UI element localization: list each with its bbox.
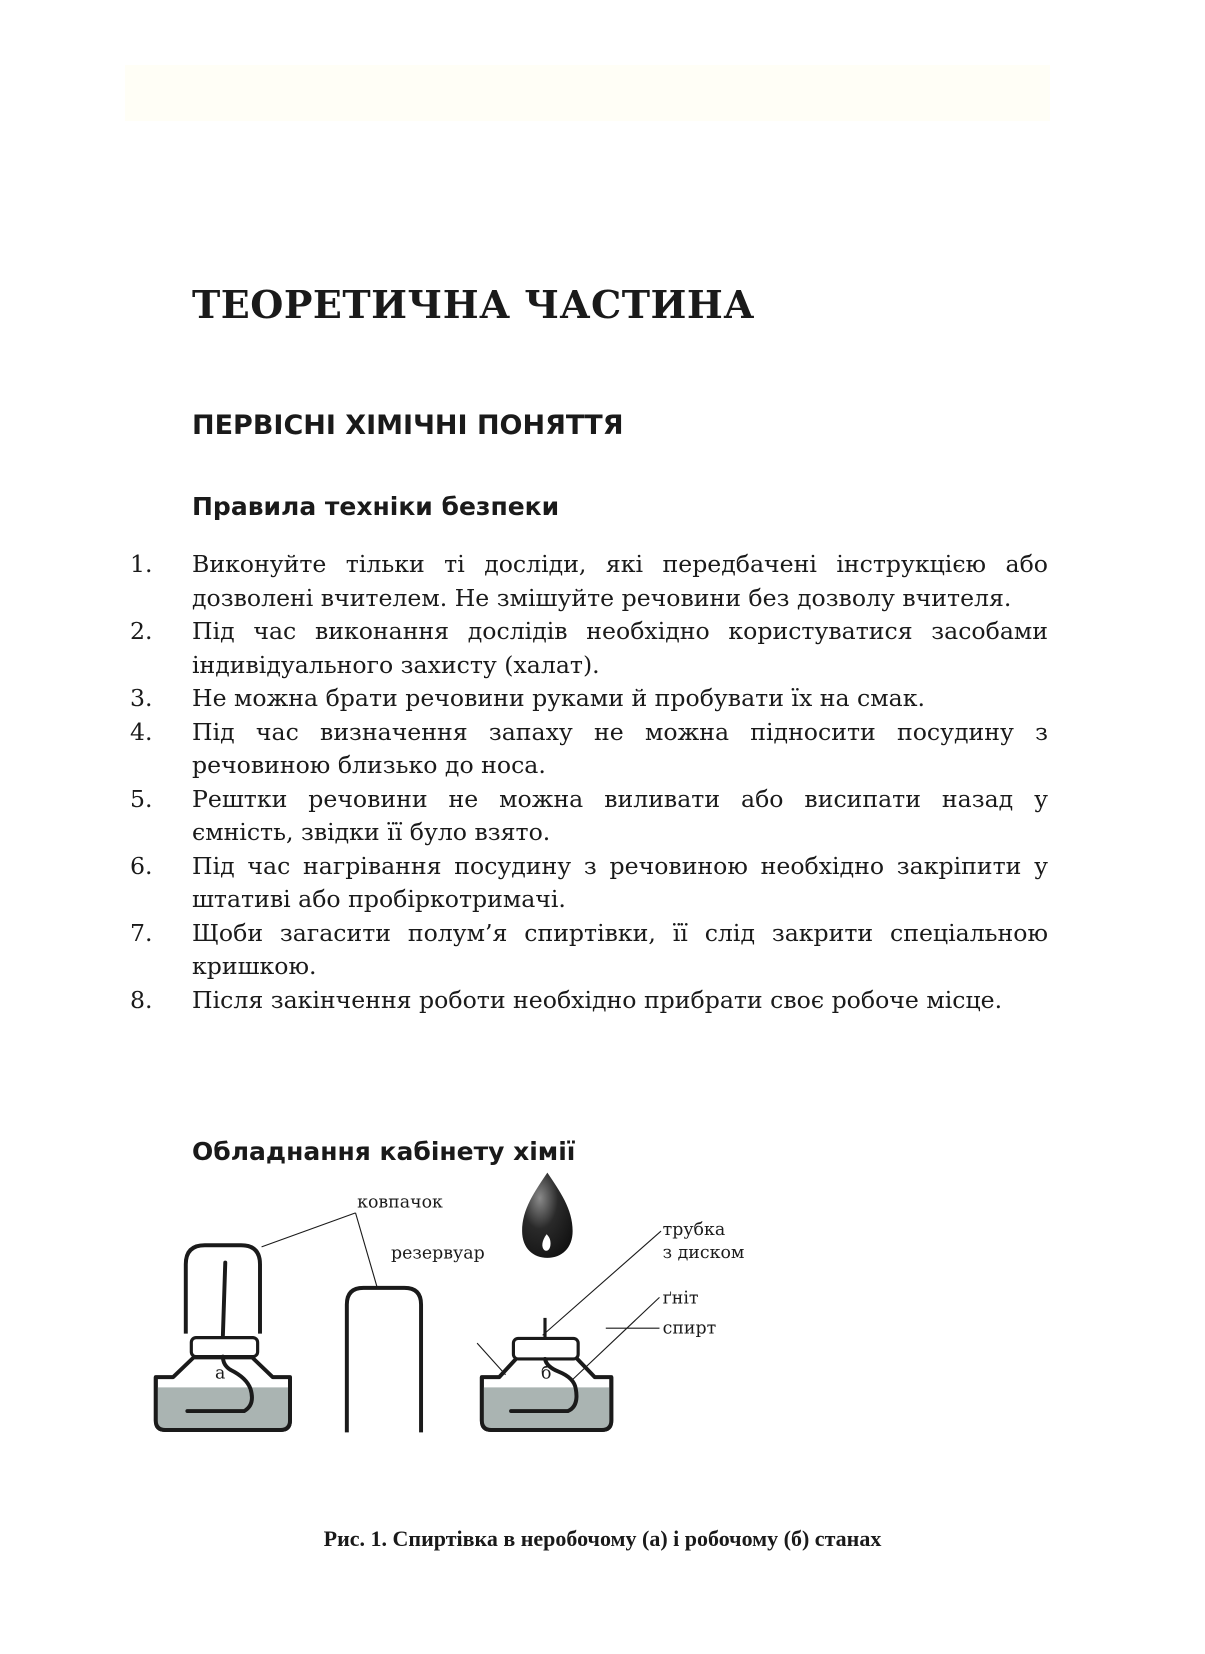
header-band	[125, 65, 1050, 121]
list-item: 6. Під час нагрівання посудину з речовиною необхідно закріпити у штативі або пробіркотримачі.	[130, 851, 1048, 913]
label-reservoir: резервуар	[391, 1243, 485, 1264]
label-tube-line2: з диском	[662, 1242, 745, 1263]
label-cap: ковпачок	[357, 1192, 443, 1213]
list-item: 5. Рештки речовини не можна виливати або висипати назад у ємність, звідки її було взято.	[130, 784, 1048, 846]
spirit-lamp-figure	[140, 1160, 980, 1460]
list-item: 3. Не можна брати речовини руками й пробувати їх на смак.	[130, 684, 925, 712]
page-heading: ТЕОРЕТИЧНА ЧАСТИНА	[192, 282, 755, 327]
safety-rules-title: Правила техніки безпеки	[192, 492, 560, 521]
label-alcohol: спирт	[662, 1318, 717, 1339]
list-item: 8. Після закінчення роботи необхідно прибрати своє робоче місце.	[130, 985, 1003, 1014]
section-title: ПЕРВІСНІ ХІМІЧНІ ПОНЯТТЯ	[192, 410, 624, 441]
label-a: а	[215, 1363, 226, 1384]
list-item: 4. Під час визначення запаху не можна підносити посудину з речовиною близько до носа.	[130, 717, 1048, 779]
lamp-cap	[347, 1288, 421, 1432]
list-item: 1. Виконуйте тільки ті досліди, які передбачені інструкцією або дозволені вчителем. Не змішуйте речовини без дозволу вчителя.	[130, 550, 1048, 612]
label-tube-line1: трубка	[662, 1220, 726, 1240]
equipment-title: Обладнання кабінету хімії	[192, 1137, 576, 1166]
label-wick: ґніт	[662, 1288, 699, 1309]
label-b: б	[541, 1363, 552, 1384]
list-item: 7. Щоби загасити полум’я спиртівки, її слід закрити спеціальною кришкою.	[130, 918, 1048, 980]
safety-rules-list	[130, 548, 1048, 1017]
spirit-lamp-a	[156, 1245, 290, 1430]
figure-caption: Рис. 1. Спиртівка в неробочому (а) і робочому (б) станах	[323, 1526, 882, 1551]
spirit-lamp-b	[482, 1173, 611, 1430]
list-item: 2. Під час виконання дослідів необхідно користуватися засобами індивідуального захисту (халат).	[130, 617, 1048, 679]
